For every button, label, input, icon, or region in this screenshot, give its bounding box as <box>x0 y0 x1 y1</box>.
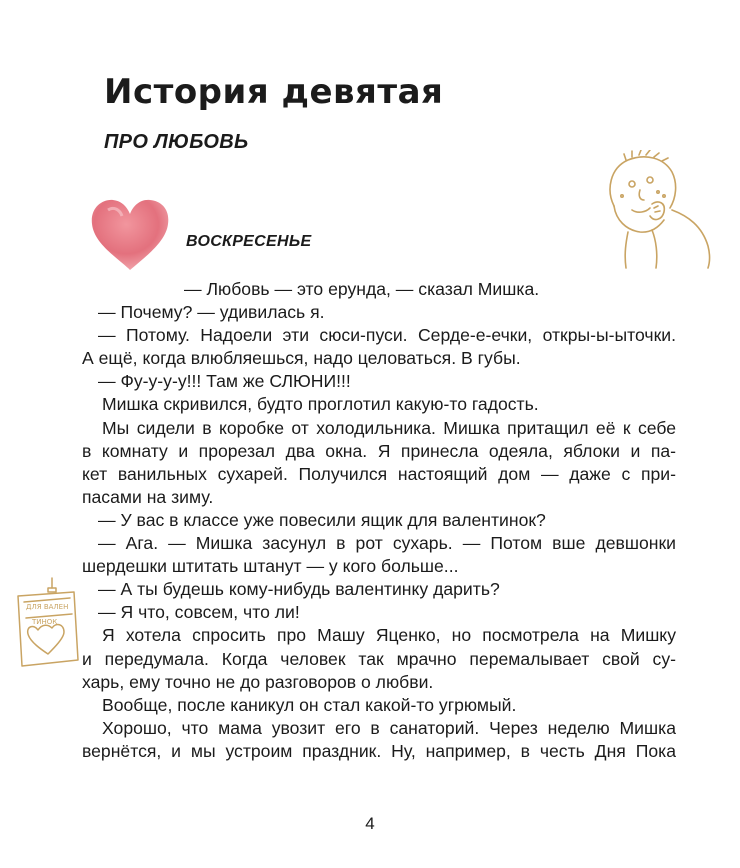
valentine-box-icon <box>12 576 84 672</box>
text-line: и передумала. Когда человек так мрачно перемалывает свой су- <box>82 648 676 669</box>
text-line: Мишка скривился, будто проглотил какую-то гадость. <box>102 394 539 415</box>
chapter-subtitle: ПРО ЛЮБОВЬ <box>104 131 249 153</box>
page-number: 4 <box>365 814 375 833</box>
text-line: — Почему? — удивилась я. <box>98 302 325 323</box>
heart-icon <box>88 196 172 274</box>
text-line: — Любовь — это ерунда, — сказал Мишка. <box>184 279 540 299</box>
text-line: Я хотела спросить про Машу Яценко, но посмотрела на Мишку <box>102 625 676 646</box>
text-line: — Ага. — Мишка засунул в рот сухарь. — Потом вше девшонки <box>98 533 676 554</box>
text-line: А ещё, когда влюбляешься, надо целоваться. В губы. <box>82 348 521 369</box>
chapter-title: История девятая <box>104 72 444 112</box>
text-line: — У вас в классе уже повесили ящик для валентинок? <box>98 509 546 530</box>
text-line: кет ванильных сухарей. Получился настоящий дом — даже с при- <box>82 463 676 484</box>
text-line: — Фу-у-у-у!!! Там же СЛЮНИ!!! <box>98 371 351 392</box>
text-line: Хорошо, что мама увозит его в санаторий. Через неделю Мишка <box>102 717 676 738</box>
text-line: — А ты будешь кому-нибудь валентинку дарить? <box>98 579 500 600</box>
section-heading: ВОСКРЕСЕНЬЕ <box>186 233 312 250</box>
svg-text:ДЛЯ ВАЛЕН: ДЛЯ ВАЛЕН <box>26 603 69 611</box>
text-line: — Потому. Надоели эти сюси-пуси. Серде-е-ечки, откры-ы-ыточки. <box>98 325 676 346</box>
boy-drawing-icon <box>592 150 718 270</box>
text-line: харь, ему точно не до разговоров о любви. <box>82 671 434 692</box>
text-line: вернётся, и мы устроим праздник. Ну, например, в честь Дня Пока <box>82 740 676 761</box>
text-line: Мы сидели в коробке от холодильника. Мишка притащил её к себе <box>102 417 676 438</box>
story-text <box>82 278 676 763</box>
text-line: шердешки штитать штанут — у кого больше... <box>82 556 459 577</box>
text-line: пасами на зиму. <box>82 486 214 507</box>
svg-text:ТИНОК: ТИНОК <box>32 618 58 626</box>
text-line: — Я что, совсем, что ли! <box>98 602 300 623</box>
text-line: в комнату и прорезал два окна. Я принесла одеяла, яблоки и па- <box>82 440 676 461</box>
text-line: Вообще, после каникул он стал какой-то угрюмый. <box>102 694 517 715</box>
